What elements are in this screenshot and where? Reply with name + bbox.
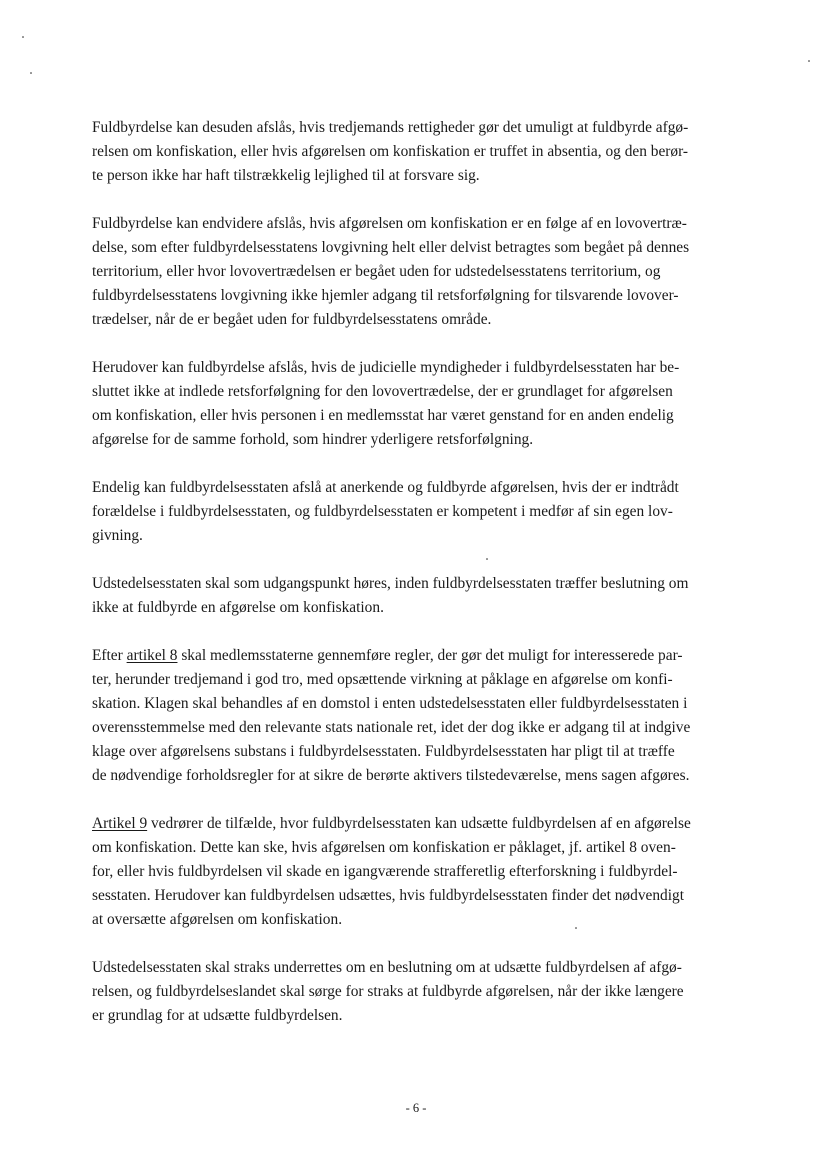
text-segment: skation. Klagen skal behandles af en domstol i enten udstedelsesstaten eller fuldbyrdelsesstaten i	[92, 695, 688, 712]
text-line	[92, 596, 752, 620]
text-segment: afgørelse for de samme forhold, som hindrer yderligere retsforfølgning.	[92, 431, 534, 448]
text-line	[92, 476, 752, 500]
text-line	[92, 356, 752, 380]
paragraph	[92, 644, 752, 788]
text-segment: Endelig kan fuldbyrdelsesstaten afslå at anerkende og fuldbyrde afgørelsen, hvis der er indtrådt	[92, 479, 679, 496]
text-line	[92, 956, 752, 980]
text-segment: vedrører de tilfælde, hvor fuldbyrdelsesstaten kan udsætte fuldbyrdelsen af en afgørelse	[147, 815, 691, 832]
text-line	[92, 164, 752, 188]
text-line	[92, 428, 752, 452]
text-segment: givning.	[92, 527, 143, 544]
text-line	[92, 644, 752, 668]
text-line	[92, 836, 752, 860]
text-segment: Fuldbyrdelse kan endvidere afslås, hvis afgørelsen om konfiskation er en følge af en lovovertræ-	[92, 215, 687, 232]
text-segment: skal medlemsstaterne gennemføre regler, der gør det muligt for interesserede par-	[177, 647, 683, 664]
text-line	[92, 236, 752, 260]
text-segment: relsen, og fuldbyrdelseslandet skal sørge for straks at fuldbyrde afgørelsen, når der ikke længere	[92, 983, 684, 1000]
paragraph	[92, 956, 752, 1028]
text-line	[92, 812, 752, 836]
text-segment: delse, som efter fuldbyrdelsesstatens lovgivning helt eller delvist betragtes som begået på dennes	[92, 239, 690, 256]
text-segment: ikke at fuldbyrde en afgørelse om konfiskation.	[92, 599, 384, 616]
text-line	[92, 908, 752, 932]
text-line	[92, 980, 752, 1004]
text-line	[92, 764, 752, 788]
text-segment: klage over afgørelsens substans i fuldbyrdelsesstaten. Fuldbyrdelsesstaten har pligt til at træffe	[92, 743, 675, 760]
text-segment: Efter	[92, 647, 127, 664]
paragraph	[92, 476, 752, 548]
text-segment: Herudover kan fuldbyrdelse afslås, hvis de judicielle myndigheder i fuldbyrdelsesstaten har be-	[92, 359, 680, 376]
text-line	[92, 692, 752, 716]
text-segment: relsen om konfiskation, eller hvis afgørelsen om konfiskation er truffet in absentia, og den berør-	[92, 143, 689, 160]
page-number: - 6 -	[405, 1101, 427, 1115]
text-segment: te person ikke har haft tilstrækkelig lejlighed til at forsvare sig.	[92, 167, 480, 184]
text-segment: trædelser, når de er begået uden for fuldbyrdelsesstatens område.	[92, 311, 492, 328]
paragraph	[92, 572, 752, 620]
text-line	[92, 1004, 752, 1028]
text-segment: de nødvendige forholdsregler for at sikre de berørte aktivers tilstedeværelse, mens sagen afgøres.	[92, 767, 690, 784]
text-line	[92, 308, 752, 332]
text-segment: fuldbyrdelsesstatens lovgivning ikke hjemler adgang til retsforfølgning for tilsvarende lovover-	[92, 287, 679, 304]
text-line	[92, 524, 752, 548]
text-line	[92, 860, 752, 884]
text-segment: for, eller hvis fuldbyrdelsen vil skade en igangværende strafferetlig efterforskning i fuldbyrdel-	[92, 863, 678, 880]
text-segment: Fuldbyrdelse kan desuden afslås, hvis tredjemands rettigheder gør det umuligt at fuldbyrde afgø-	[92, 119, 689, 136]
text-line	[92, 140, 752, 164]
scan-speck	[22, 36, 24, 38]
paragraph	[92, 356, 752, 452]
text-line	[92, 572, 752, 596]
text-segment: forældelse i fuldbyrdelsesstaten, og fuldbyrdelsesstaten er kompetent i medfør af sin egen lov-	[92, 503, 673, 520]
document-body	[92, 116, 752, 1052]
text-line	[92, 380, 752, 404]
text-segment: sesstaten. Herudover kan fuldbyrdelsen udsættes, hvis fuldbyrdelsesstaten finder det nødvendigt	[92, 887, 684, 904]
text-segment: sluttet ikke at indlede retsforfølgning for den lovovertrædelse, der er grundlaget for afgørelsen	[92, 383, 673, 400]
text-segment: Udstedelsesstaten skal straks underrettes om en beslutning om at udsætte fuldbyrdelsen af afgø-	[92, 959, 682, 976]
paragraph	[92, 212, 752, 332]
article-reference-link[interactable]: Artikel 9	[92, 815, 148, 832]
text-line	[92, 404, 752, 428]
text-line	[92, 716, 752, 740]
text-segment: Udstedelsesstaten skal som udgangspunkt høres, inden fuldbyrdelsesstaten træffer beslutning om	[92, 575, 689, 592]
text-segment: territorium, eller hvor lovovertrædelsen er begået uden for udstedelsesstatens territorium, og	[92, 263, 661, 280]
paragraph	[92, 812, 752, 932]
text-line	[92, 116, 752, 140]
paragraph	[92, 116, 752, 188]
text-line	[92, 884, 752, 908]
text-line	[92, 500, 752, 524]
text-segment: ter, herunder tredjemand i god tro, med opsættende virkning at påklage en afgørelse om konfi-	[92, 671, 673, 688]
text-line	[92, 740, 752, 764]
text-segment: er grundlag for at udsætte fuldbyrdelsen.	[92, 1007, 343, 1024]
text-segment: overensstemmelse med den relevante stats nationale ret, idet der dog ikke er adgang til at indgive	[92, 719, 691, 736]
article-reference-link[interactable]: artikel 8	[126, 647, 178, 664]
text-segment: om konfiskation. Dette kan ske, hvis afgørelsen om konfiskation er påklaget, jf. artikel 8 oven-	[92, 839, 676, 856]
text-line	[92, 668, 752, 692]
text-line	[92, 212, 752, 236]
text-line	[92, 284, 752, 308]
scan-speck	[30, 72, 32, 74]
text-segment: om konfiskation, eller hvis personen i en medlemsstat har været genstand for en anden endelig	[92, 407, 674, 424]
scan-speck	[808, 60, 810, 62]
text-segment: at oversætte afgørelsen om konfiskation.	[92, 911, 343, 928]
text-line	[92, 260, 752, 284]
